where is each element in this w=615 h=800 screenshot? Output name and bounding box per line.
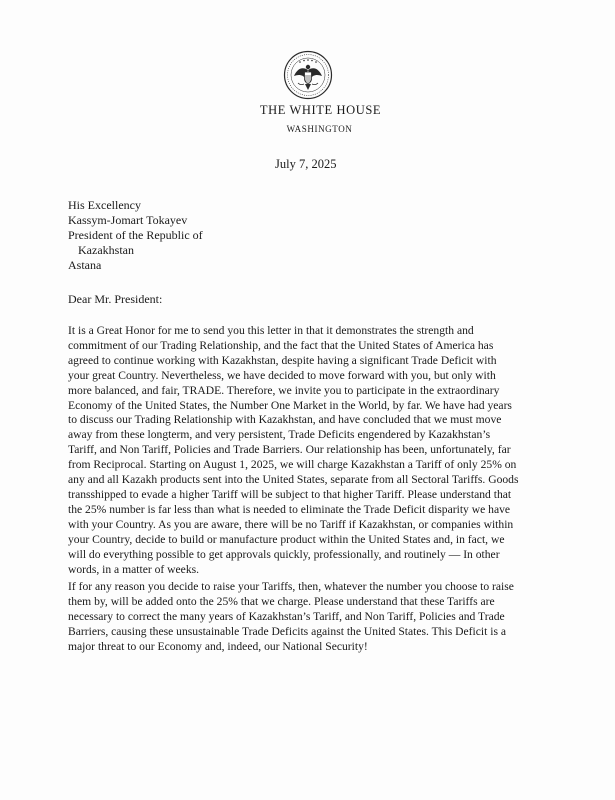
- body-line: your great Country. Nevertheless, we have decided to move forward with you, but only with: [68, 368, 496, 382]
- salutation: Dear Mr. President:: [68, 292, 163, 306]
- body-line: major threat to our Economy and, indeed, our National Security!: [68, 639, 368, 653]
- body-line: to discuss our Trading Relationship with Kazakhstan, and have concluded that we must move: [68, 413, 502, 427]
- body-line: them by, will be added onto the 25% that we charge. Please understand that these Tariffs are: [68, 594, 495, 608]
- body-paragraph-2: [68, 580, 556, 655]
- body-line: words, in a matter of weeks.: [68, 562, 200, 576]
- body-line: commitment of our Trading Relationship, and the fact that the United States of America has: [68, 338, 494, 352]
- body-paragraph-1: [68, 324, 556, 577]
- body-line: your Country, decide to build or manufacture product within the United States and, in fact, we: [68, 532, 505, 546]
- body-line: agreed to continue working with Kazakhstan, despite having a significant Trade Deficit with: [68, 353, 497, 367]
- body-line: Economy of the United States, the Number One Market in the World, by far. We have had years: [68, 398, 512, 412]
- recipient-line: President of the Republic of: [68, 228, 203, 242]
- body-line: Tariff, and Non Tariff, Policies and Trade Barriers. Our relationship has been, unfortunately, far: [68, 443, 511, 457]
- body-line: will do everything possible to get approvals quickly, professionally, and routinely — In other: [68, 547, 500, 561]
- recipient-line: Astana: [68, 258, 102, 272]
- body-line: If for any reason you decide to raise your Tariffs, then, whatever the number you choose to raise: [68, 580, 514, 593]
- presidential-seal-icon: [283, 50, 333, 100]
- body-line: It is a Great Honor for me to send you this letter in that it demonstrates the strength and: [68, 324, 474, 337]
- body-line: the 25% number is far less than what is needed to eliminate the Trade Deficit disparity we have: [68, 502, 511, 516]
- body-line: Barriers, causing these unsustainable Trade Deficits against the United States. This Deficit is a: [68, 624, 506, 638]
- recipient-line: His Excellency: [68, 198, 141, 212]
- body-line: away from these longterm, and very persistent, Trade Deficits engendered by Kazakhstan’s: [68, 428, 491, 442]
- body-line: any and all Kazakh products sent into the United States, separate from all Sectoral Tariffs. Goods: [68, 473, 519, 487]
- letter-date: July 7, 2025: [275, 157, 337, 171]
- body-line: transshipped to evade a higher Tariff will be subject to that higher Tariff. Please understand that: [68, 487, 512, 501]
- recipient-line: Kassym-Jomart Tokayev: [68, 213, 188, 227]
- body-line: with your Country. As you are aware, there will be no Tariff if Kazakhstan, or companies within: [68, 517, 514, 531]
- body-line: necessary to correct the many years of Kazakhstan’s Tariff, and Non Tariff, Policies and Trade: [68, 609, 505, 623]
- letterhead-title: THE WHITE HOUSE: [259, 103, 382, 117]
- recipient-address: [68, 198, 203, 273]
- recipient-line: Kazakhstan: [78, 243, 134, 257]
- body-line: more balanced, and fair, TRADE. Therefore, we invite you to participate in the extraordinary: [68, 383, 500, 397]
- body-line: from Reciprocal. Starting on August 1, 2025, we will charge Kazakhstan a Tariff of only 25% on: [68, 458, 517, 472]
- letterhead-subtitle: WASHINGTON: [286, 124, 353, 134]
